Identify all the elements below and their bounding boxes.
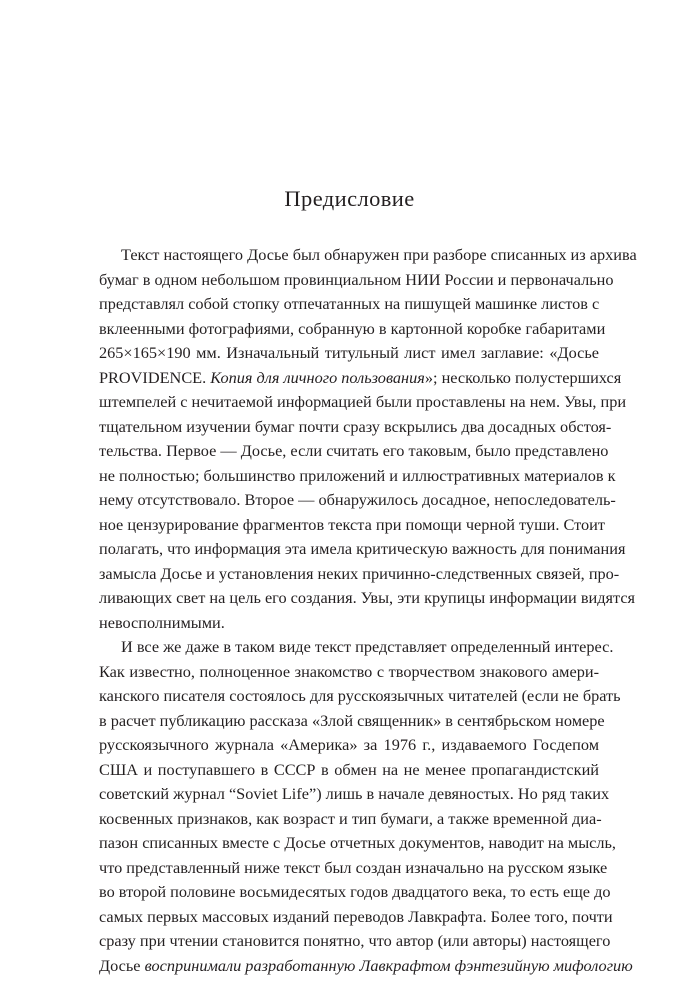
text-segment: Досье xyxy=(99,955,145,975)
text-line: пазон списанных вместе с Досье отчетных документов, наводит на мысль, xyxy=(99,833,617,852)
text-line: русскоязычного журнала «Америка» за 1976 г., издаваемого Госдепом xyxy=(99,735,599,754)
text-line: ное цензурирование фрагментов текста при помощи черной туши. Стоит xyxy=(99,514,605,534)
text-line: что представленный ниже текст был создан изначально на русском языке xyxy=(99,857,608,877)
text-line: бумаг в одном небольшом провинциальном НИИ России и первоначально xyxy=(99,269,614,289)
text-line: представлял собой стопку отпечатанных на пишущей машинке листов с xyxy=(99,294,600,313)
text-line: штемпелей с нечитаемой информацией были проставлены на нем. Увы, при xyxy=(99,392,627,411)
italic-segment: воспринимали разработанную Лавкрафтом фэнтезийную мифологию xyxy=(144,955,633,975)
text-line: канского писателя состоялось для русскоязычных читателей (если не брать xyxy=(99,686,621,705)
text-line: тщательном изучении бумаг почти сразу вскрылись два досадных обстоя- xyxy=(99,416,612,436)
text-line: не полностью; большинство приложений и иллюстративных материалов к xyxy=(99,465,616,485)
body-text xyxy=(99,243,637,978)
italic-segment: Копия для личного пользования xyxy=(210,367,425,387)
text-line: самых первых массовых изданий переводов Лавкрафта. Более того, почти xyxy=(99,906,613,926)
chapter-title: Предисловие xyxy=(284,186,415,211)
text-line: ливающих свет на цель его создания. Увы, эти крупицы информации видятся xyxy=(99,588,636,607)
text-line: невосполнимыми. xyxy=(99,612,225,632)
text-line: советский журнал “Soviet Life”) лишь в начале девяностых. Но ряд таких xyxy=(99,784,610,803)
text-line: сразу при чтении становится понятно, что автор (или авторы) настоящего xyxy=(99,931,611,950)
text-line: нему отсутствовало. Второе — обнаружилось досадное, непоследователь- xyxy=(99,490,616,509)
text-line: в расчет публикацию рассказа «Злой священник» в сентябрьском номере xyxy=(99,710,605,730)
text-line: Текст настоящего Досье был обнаружен при разборе списанных из архива xyxy=(121,245,637,264)
text-segment: »; несколько полустершихся xyxy=(424,367,622,387)
text-line: косвенных признаков, как возраст и тип бумаги, а также временной диа- xyxy=(99,808,602,828)
text-line: полагать, что информация эта имела критическую важность для понимания xyxy=(99,539,626,558)
text-line-mixed xyxy=(99,954,633,979)
text-line: Как известно, полноценное знакомство с творчеством знакового амери- xyxy=(99,661,599,681)
paragraph-2 xyxy=(99,635,633,978)
text-line-mixed xyxy=(99,366,622,391)
text-line: США и поступавшего в СССР в обмен на не менее пропагандистский xyxy=(99,759,599,779)
text-line: во второй половине восьмидесятых годов двадцатого века, то есть еще до xyxy=(99,882,611,901)
paragraph-1 xyxy=(99,243,637,635)
text-line: вклеенными фотографиями, собранную в картонной коробке габаритами xyxy=(99,318,606,338)
text-segment: PROVIDENCE. xyxy=(99,367,211,387)
text-line: тельства. Первое — Досье, если считать его таковым, было представлено xyxy=(99,441,609,460)
text-line: И все же даже в таком виде текст представляет определенный интерес. xyxy=(121,637,614,656)
text-line: замысла Досье и установления неких причинно-следственных связей, про- xyxy=(99,563,620,583)
text-line: 265×165×190 мм. Изначальный титульный лист имел заглавие: «Досье xyxy=(99,343,599,362)
